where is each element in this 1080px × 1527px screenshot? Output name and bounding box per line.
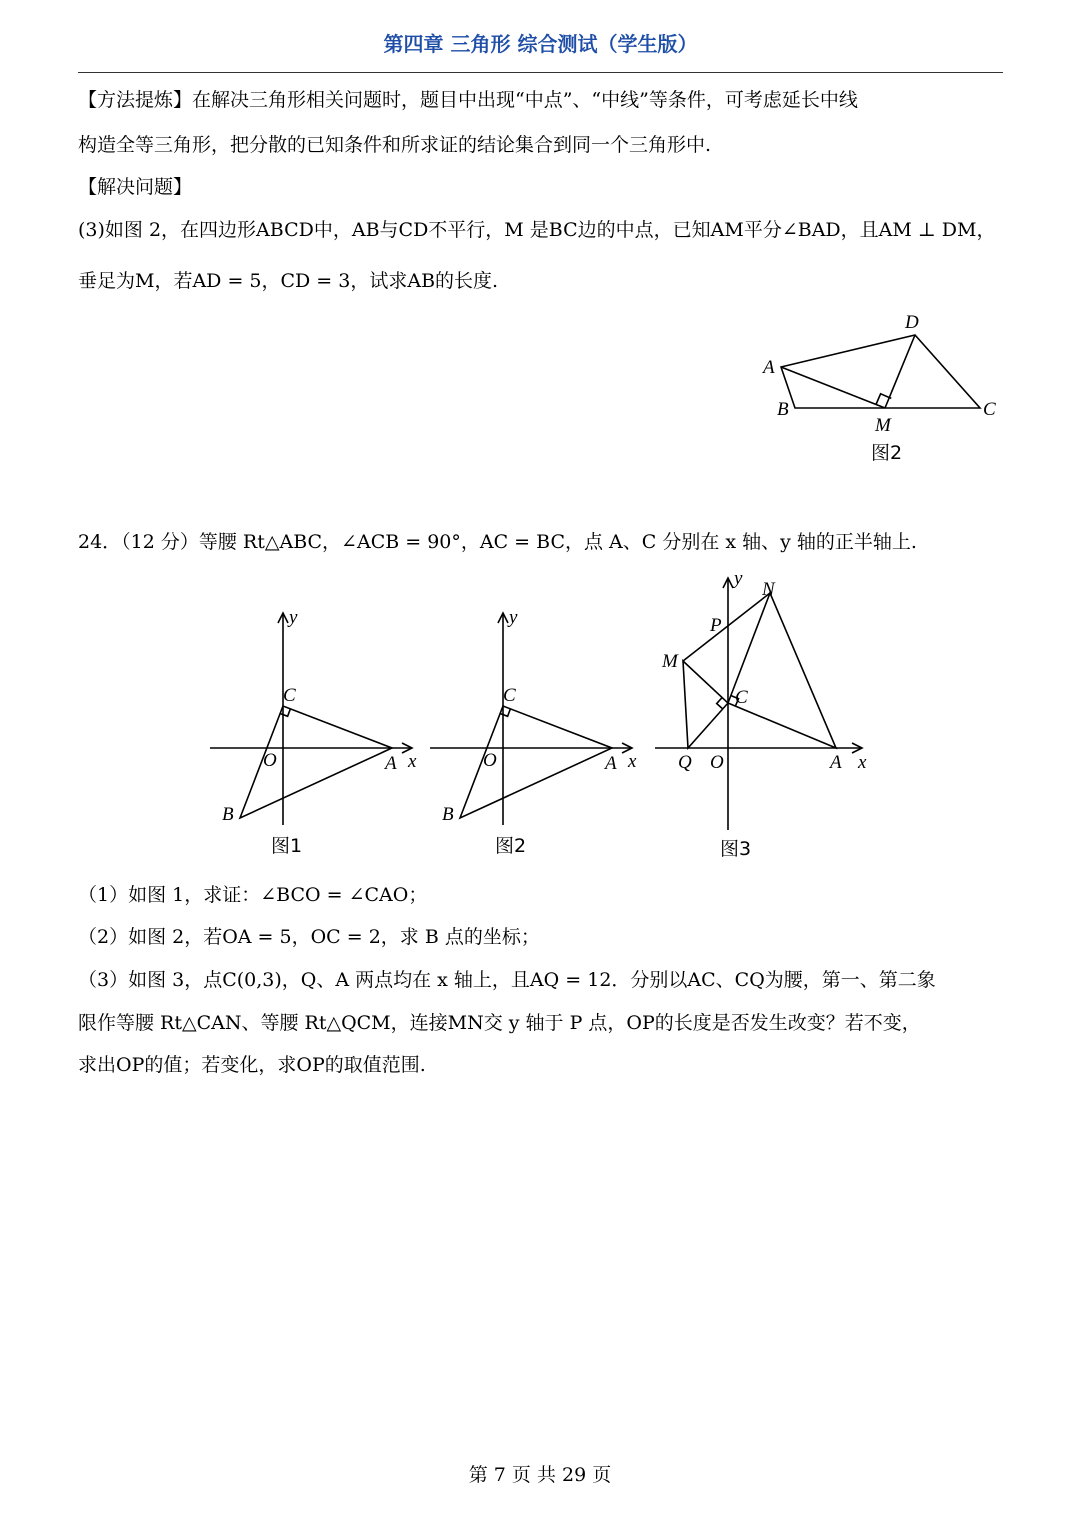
segment-am — [781, 367, 885, 408]
figure-3 — [650, 565, 890, 865]
quad-outline — [781, 335, 980, 408]
label-a: A — [385, 753, 397, 774]
figure-2-caption: 图2 — [495, 835, 527, 857]
label-c: C — [735, 687, 748, 708]
q24-part-3-line-3: 求出OP的值；若变化，求OP的取值范围. — [78, 1054, 426, 1076]
label-a: A — [763, 357, 775, 378]
label-o: O — [263, 750, 277, 771]
axis-label-y: y — [734, 568, 743, 589]
axis-label-x: x — [858, 752, 867, 773]
label-m: M — [662, 651, 678, 672]
label-c: C — [283, 685, 296, 706]
q24-part-2: （2）如图 2，若OA = 5，OC = 2，求 B 点的坐标； — [78, 926, 540, 948]
figure-2 — [425, 600, 655, 865]
q24-stem: 24．（12 分）等腰 Rt△ABC，∠ACB = 90°，AC = BC，点 A、C 分别在 x 轴、y 轴的正半轴上. — [78, 531, 917, 553]
q24-part-3-line-1: （3）如图 3，点C(0,3)，Q、A 两点均在 x 轴上，且AQ = 12．分别以AC、CQ为腰，第一、第二象 — [78, 969, 936, 991]
q24-part-3-line-2: 限作等腰 Rt△CAN、等腰 Rt△QCM，连接MN交 y 轴于 P 点，OP的长度是否发生改变？若不变， — [78, 1012, 921, 1034]
q3-line-2: 垂足为M，若AD = 5，CD = 3，试求AB的长度. — [78, 270, 499, 292]
axis-label-x: x — [408, 751, 417, 772]
label-b: B — [777, 399, 789, 420]
solve-heading: 【解决问题】 — [78, 176, 193, 198]
label-n: N — [762, 579, 775, 600]
right-angle-mark-2 — [717, 698, 723, 709]
method-line-2: 构造全等三角形，把分散的已知条件和所求证的结论集合到同一个三角形中. — [78, 134, 712, 156]
axis-label-y: y — [509, 607, 518, 628]
figure-top-caption: 图2 — [871, 442, 903, 464]
triangle-can — [728, 593, 836, 748]
label-c: C — [503, 685, 516, 706]
figure-quadrilateral — [755, 305, 1015, 475]
header-divider — [78, 72, 1003, 73]
label-p: P — [710, 615, 722, 636]
label-o: O — [710, 752, 724, 773]
figure-3-caption: 图3 — [720, 838, 752, 860]
page-header-title: 第四章 三角形 综合测试（学生版） — [383, 32, 698, 56]
label-a: A — [605, 753, 617, 774]
axis-label-y: y — [289, 607, 298, 628]
axis-label-x: x — [628, 751, 637, 772]
triangle-qcm — [683, 661, 728, 748]
label-b: B — [222, 804, 234, 825]
figure-1 — [205, 600, 435, 865]
label-q: Q — [678, 752, 692, 773]
label-c: C — [983, 399, 996, 420]
label-b: B — [442, 804, 454, 825]
label-d: D — [905, 312, 919, 333]
figure-1-caption: 图1 — [271, 835, 303, 857]
method-line-1: 【方法提炼】在解决三角形相关问题时，题目中出现“中点”、“中线”等条件，可考虑延长中线 — [78, 89, 858, 111]
label-a: A — [830, 752, 842, 773]
label-o: O — [483, 750, 497, 771]
q3-line-1: (3)如图 2，在四边形ABCD中，AB与CD不平行，M 是BC边的中点，已知AM平分∠BAD，且AM ⊥ DM， — [78, 219, 996, 241]
page-footer: 第 7 页 共 29 页 — [468, 1464, 612, 1486]
label-m: M — [875, 415, 891, 436]
q24-part-1: （1）如图 1，求证：∠BCO = ∠CAO； — [78, 884, 428, 906]
